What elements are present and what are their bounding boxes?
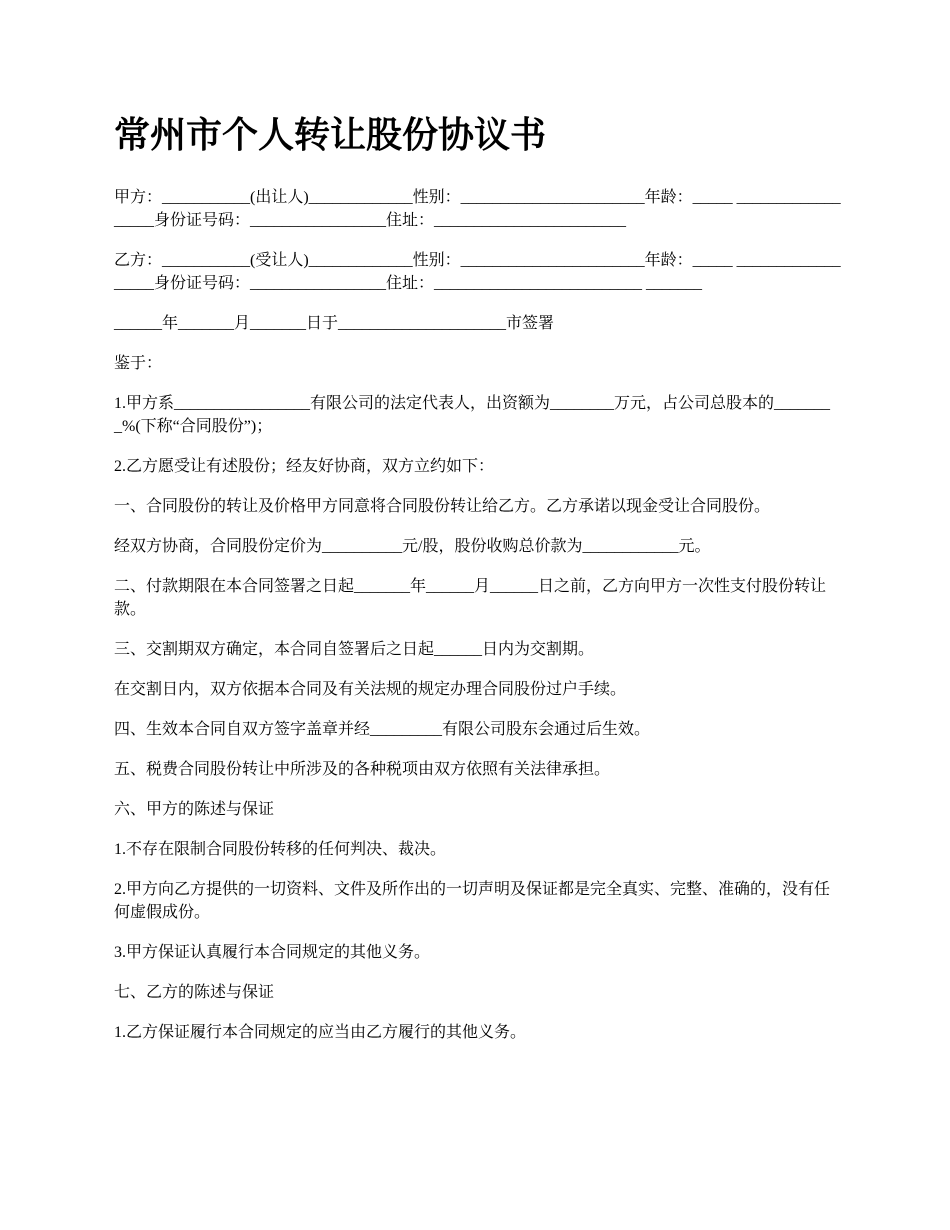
document-page (114, 110, 842, 1061)
document-title: 常州市个人转让股份协议书 (114, 115, 547, 156)
clause-3-delivery-period: 三、交割期双方确定，本合同自签署后之日起______日内为交割期。 (114, 641, 595, 658)
clause-6-heading: 六、甲方的陈述与保证 (114, 801, 275, 818)
whereas-heading: 鉴于： (114, 355, 163, 372)
recital-1: 1.甲方系_________________有限公司的法定代表人，出资额为________万元，占公司总股本的________%(下称“合同股份”)； (114, 395, 831, 435)
clause-3-transfer-procedure: 在交割日内，双方依据本合同及有关法规的规定办理合同股份过户手续。 (114, 681, 627, 698)
clause-6-item-2: 2.甲方向乙方提供的一切资料、文件及所作出的一切声明及保证都是完全真实、完整、准确的，没有任何虚假成份。 (114, 881, 831, 921)
clause-2-payment-term: 二、付款期限在本合同签署之日起_______年______月______日之前，乙方向甲方一次性支付股份转让款。 (114, 578, 827, 618)
recital-2: 2.乙方愿受让有述股份；经友好协商，双方立约如下： (114, 458, 495, 475)
party-b-info: 乙方：___________(受让人)_____________性别：_______________________年龄：_____ __________________身份证号码：_________________住址：__________________________ _______ (114, 252, 841, 292)
clause-6-item-1: 1.不存在限制合同股份转移的任何判决、裁决。 (114, 841, 447, 858)
party-a-info: 甲方：___________(出让人)_____________性别：_______________________年龄：_____ __________________身份证号码：_________________住址：________________________ (114, 189, 841, 229)
clause-1-transfer-price: 一、合同股份的转让及价格甲方同意将合同股份转让给乙方。乙方承诺以现金受让合同股份。 (114, 498, 771, 515)
clause-7-heading: 七、乙方的陈述与保证 (114, 984, 275, 1001)
clause-1-pricing: 经双方协商，合同股份定价为__________元/股，股份收购总价款为____________元。 (114, 538, 711, 555)
clause-6-item-3: 3.甲方保证认真履行本合同规定的其他义务。 (114, 944, 431, 961)
clause-4-effectiveness: 四、生效本合同自双方签字盖章并经_________有限公司股东会通过后生效。 (114, 721, 651, 738)
clause-7-item-1: 1.乙方保证履行本合同规定的应当由乙方履行的其他义务。 (114, 1024, 527, 1041)
clause-5-taxes: 五、税费合同股份转让中所涉及的各种税项由双方依照有关法律承担。 (114, 761, 611, 778)
signing-date-place: ______年_______月_______日于_____________________市签署 (114, 315, 555, 332)
